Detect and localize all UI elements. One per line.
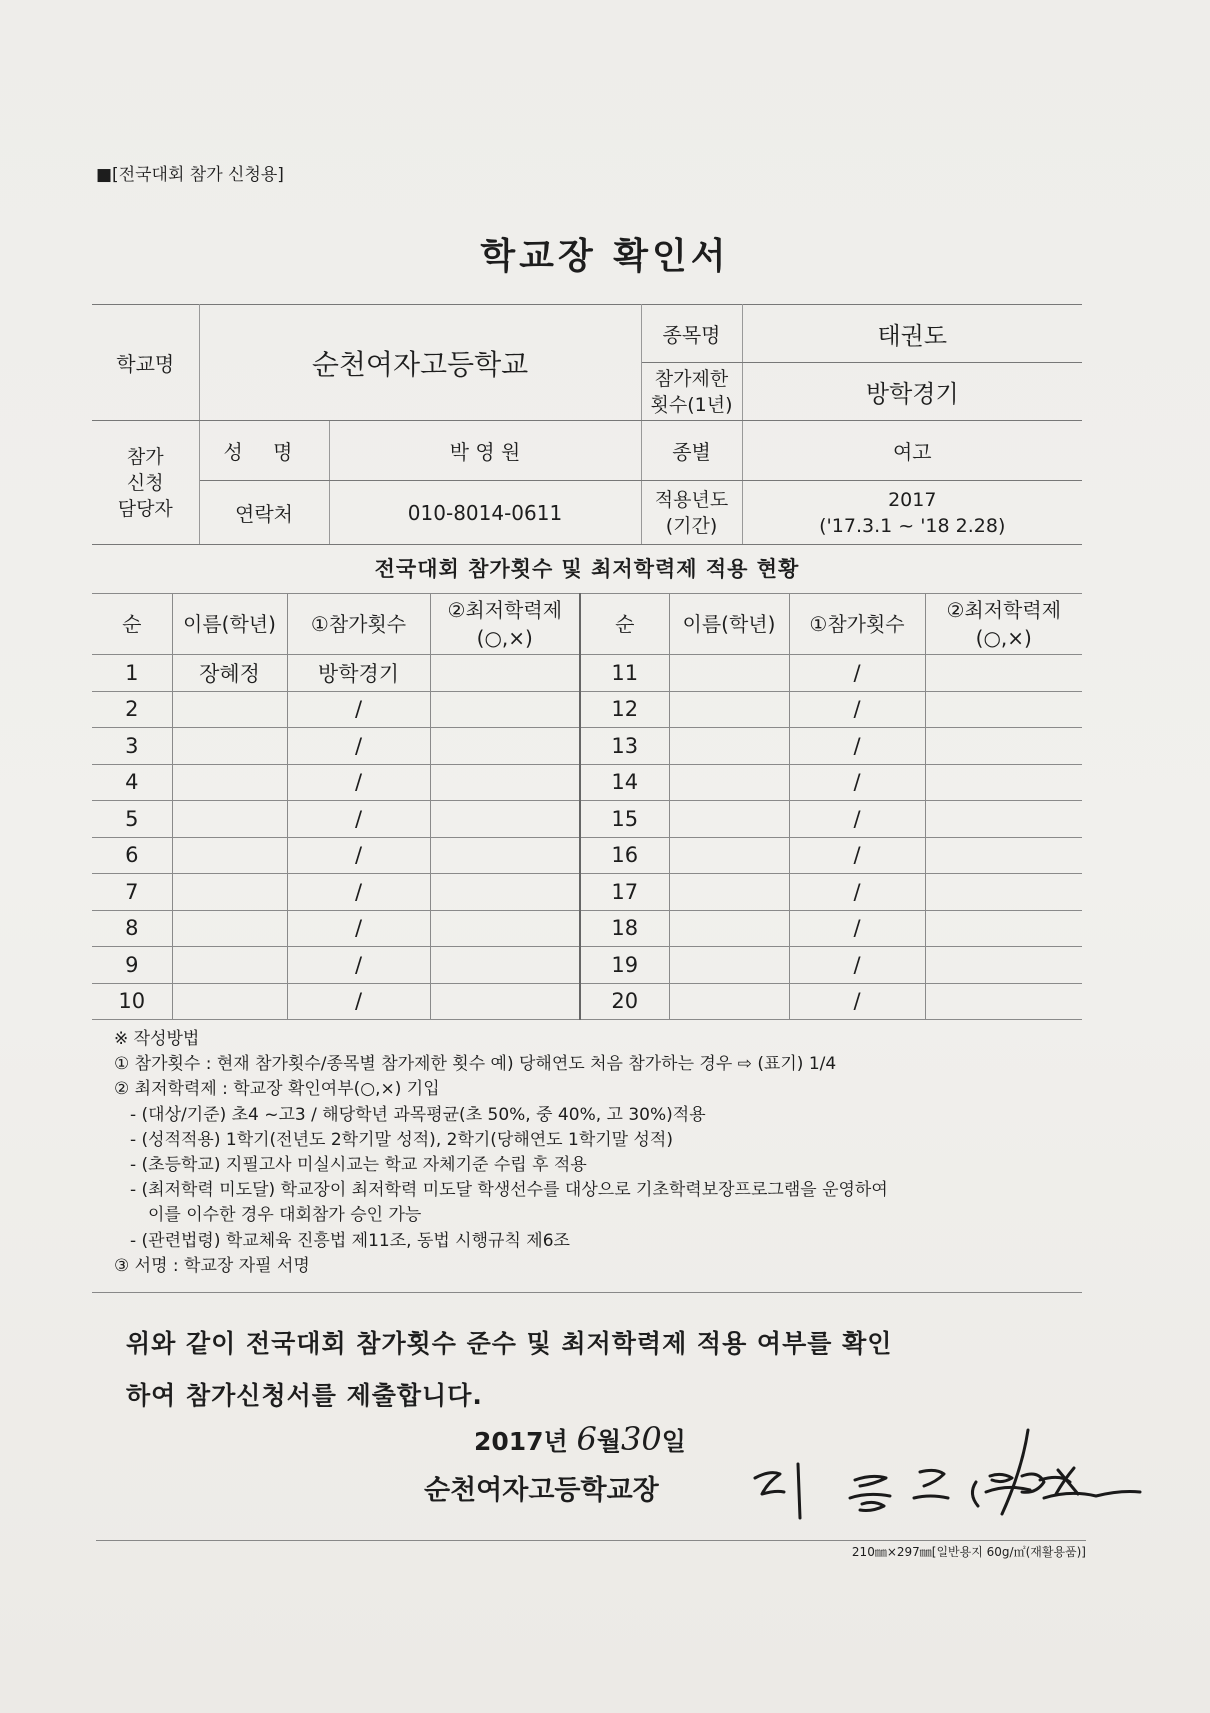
row-no: 9 (92, 947, 172, 984)
event-value: 태권도 (742, 305, 1082, 363)
instructions (114, 1027, 1084, 1279)
row-name (669, 728, 789, 765)
instructions-heading: ※ 작성방법 (114, 1029, 200, 1049)
type-label: 종별 (641, 421, 742, 481)
row-name (172, 764, 287, 801)
year-value-line2: ('17.3.1 ~ '18 2.28) (819, 514, 1006, 537)
roster-section-title: 전국대회 참가횟수 및 최저학력제 적용 현황 (374, 557, 800, 581)
row-no: 15 (580, 801, 669, 838)
row-grade (430, 874, 580, 911)
statement-line2: 하여 참가신청서를 제출합니다. (126, 1381, 483, 1410)
table-row (92, 728, 1082, 765)
row-grade (430, 691, 580, 728)
header-count-right: ①참가횟수 (789, 594, 925, 655)
row-count: / (287, 764, 430, 801)
row-count: / (789, 764, 925, 801)
row-count: / (789, 691, 925, 728)
row-no: 13 (580, 728, 669, 765)
contact-label-line1: 참가 (126, 445, 164, 468)
instruction-line: ② 최저학력제 : 학교장 확인여부(○,×) 기입 (114, 1079, 440, 1100)
row-count: 방학경기 (287, 655, 430, 692)
year-label-line2: (기간) (665, 514, 718, 537)
year-value-line1: 2017 (888, 488, 937, 511)
row-name (669, 655, 789, 692)
table-row (92, 691, 1082, 728)
table-row (92, 655, 1082, 692)
date-month: 6 (576, 1420, 597, 1458)
row-grade (430, 728, 580, 765)
row-count: / (287, 910, 430, 947)
header-name-right: 이름(학년) (669, 594, 789, 655)
row-no: 8 (92, 910, 172, 947)
row-grade (925, 801, 1082, 838)
row-grade (430, 910, 580, 947)
limit-label-line1: 참가제한 (654, 367, 729, 390)
row-grade (925, 837, 1082, 874)
row-name (669, 801, 789, 838)
row-grade (925, 691, 1082, 728)
instruction-line: - (초등학교) 지필고사 미실시교는 학교 자체기준 수립 후 적용 (130, 1155, 587, 1176)
row-name (669, 874, 789, 911)
table-row (92, 837, 1082, 874)
phone-label: 연락처 (199, 481, 329, 545)
row-name (669, 947, 789, 984)
type-value: 여고 (742, 421, 1082, 481)
row-count: / (287, 837, 430, 874)
info-table (92, 304, 1082, 545)
row-name (669, 837, 789, 874)
table-row (92, 874, 1082, 911)
row-no: 2 (92, 691, 172, 728)
row-count: / (287, 691, 430, 728)
header-no: 순 (92, 594, 172, 655)
row-no: 16 (580, 837, 669, 874)
row-grade (925, 983, 1082, 1020)
row-no: 1 (92, 655, 172, 692)
table-row (92, 801, 1082, 838)
instruction-line: - (최저학력 미도달) 학교장이 최저학력 미도달 학생선수를 대상으로 기초학력보장프로그램을 운영하여 (130, 1180, 888, 1201)
table-row (92, 910, 1082, 947)
divider (92, 1292, 1082, 1293)
row-no: 6 (92, 837, 172, 874)
row-grade (430, 655, 580, 692)
row-count: / (287, 874, 430, 911)
contact-label (92, 421, 199, 545)
roster-table (92, 593, 1082, 1020)
school-label: 학교명 (92, 305, 199, 421)
header-grade-line1: ②최저학력제 (447, 598, 563, 622)
signer-title: 순천여자고등학교장 (424, 1475, 659, 1506)
row-grade (430, 764, 580, 801)
row-name (172, 874, 287, 911)
row-count: / (789, 983, 925, 1020)
date-year: 2017년 (474, 1427, 568, 1456)
row-count: / (789, 655, 925, 692)
row-count: / (789, 947, 925, 984)
row-name (172, 801, 287, 838)
instruction-line: - (관련법령) 학교체육 진흥법 제11조, 동법 시행규칙 제6조 (130, 1230, 570, 1251)
row-count: / (789, 728, 925, 765)
row-grade (925, 874, 1082, 911)
row-no: 3 (92, 728, 172, 765)
row-no: 17 (580, 874, 669, 911)
row-no: 20 (580, 983, 669, 1020)
row-no: 12 (580, 691, 669, 728)
instruction-line: - (성적적용) 1학기(전년도 2학기말 성적), 2학기(당해연도 1학기말 성적) (130, 1129, 673, 1150)
date-day-unit: 일 (661, 1427, 686, 1456)
row-no: 4 (92, 764, 172, 801)
instruction-line: ① 참가횟수 : 현재 참가횟수/종목별 참가제한 횟수 예) 당해연도 처음 참가하는 경우 ⇨ (표기) 1/4 (114, 1054, 837, 1075)
instruction-line: 이를 이수한 경우 대회참가 승인 가능 (148, 1205, 422, 1226)
row-grade (430, 837, 580, 874)
header-grade-line2: (○,×) (476, 626, 533, 650)
paper-spec: 210㎜×297㎜[일반용지 60g/㎡(재활용품)] (851, 1545, 1086, 1559)
row-grade (430, 947, 580, 984)
row-no: 18 (580, 910, 669, 947)
row-no: 19 (580, 947, 669, 984)
school-name: 순천여자고등학교 (199, 305, 641, 421)
header-grade-right-line1: ②최저학력제 (946, 598, 1062, 622)
row-name (669, 764, 789, 801)
row-grade (925, 764, 1082, 801)
handwritten-signature-icon (740, 1420, 1150, 1530)
row-grade (925, 655, 1082, 692)
row-name (172, 691, 287, 728)
row-count: / (287, 728, 430, 765)
row-count: / (287, 947, 430, 984)
document-title: 학교장 확인서 (480, 236, 730, 277)
row-name (669, 910, 789, 947)
table-row (92, 764, 1082, 801)
header-grade-right-line2: (○,×) (975, 626, 1032, 650)
instruction-line: ③ 서명 : 학교장 자필 서명 (114, 1255, 310, 1276)
row-name (669, 691, 789, 728)
header-name: 이름(학년) (172, 594, 287, 655)
phone-value: 010-8014-0611 (329, 481, 641, 545)
row-name (172, 910, 287, 947)
limit-value: 방학경기 (742, 363, 1082, 421)
date-day: 30 (620, 1420, 662, 1458)
row-count: / (287, 801, 430, 838)
contact-label-line3: 담당자 (117, 497, 173, 520)
year-label-line1: 적용년도 (654, 488, 729, 511)
submission-date (474, 1420, 686, 1458)
row-count: / (789, 801, 925, 838)
row-name: 장혜정 (172, 655, 287, 692)
row-name (669, 983, 789, 1020)
row-grade (925, 947, 1082, 984)
row-count: / (789, 910, 925, 947)
row-name (172, 983, 287, 1020)
header-grade (430, 594, 580, 655)
row-count: / (789, 837, 925, 874)
header-grade-right (925, 594, 1082, 655)
name-label: 성 명 (199, 421, 329, 481)
row-no: 5 (92, 801, 172, 838)
date-month-unit: 월 (596, 1427, 621, 1456)
year-value (742, 481, 1082, 545)
row-no: 10 (92, 983, 172, 1020)
row-count: / (287, 983, 430, 1020)
row-name (172, 728, 287, 765)
row-grade (430, 983, 580, 1020)
confirmation-statement (126, 1318, 1086, 1422)
limit-label-line2: 횟수(1년) (650, 393, 733, 416)
row-grade (925, 728, 1082, 765)
name-value: 박 영 원 (329, 421, 641, 481)
contact-label-line2: 신청 (126, 471, 164, 494)
row-name (172, 947, 287, 984)
row-no: 7 (92, 874, 172, 911)
row-count: / (789, 874, 925, 911)
row-name (172, 837, 287, 874)
table-row (92, 983, 1082, 1020)
statement-line1: 위와 같이 전국대회 참가횟수 준수 및 최저학력제 적용 여부를 확인 (126, 1329, 893, 1358)
limit-label (641, 363, 742, 421)
form-category-label: ■[전국대회 참가 신청용] (96, 165, 284, 185)
event-label: 종목명 (641, 305, 742, 363)
header-count: ①참가횟수 (287, 594, 430, 655)
table-row (92, 947, 1082, 984)
row-no: 11 (580, 655, 669, 692)
year-label (641, 481, 742, 545)
row-grade (430, 801, 580, 838)
row-no: 14 (580, 764, 669, 801)
row-grade (925, 910, 1082, 947)
header-no-right: 순 (580, 594, 669, 655)
instruction-line: - (대상/기준) 초4 ~고3 / 해당학년 과목평균(초 50%, 중 40%, 고 30%)적용 (130, 1104, 706, 1125)
